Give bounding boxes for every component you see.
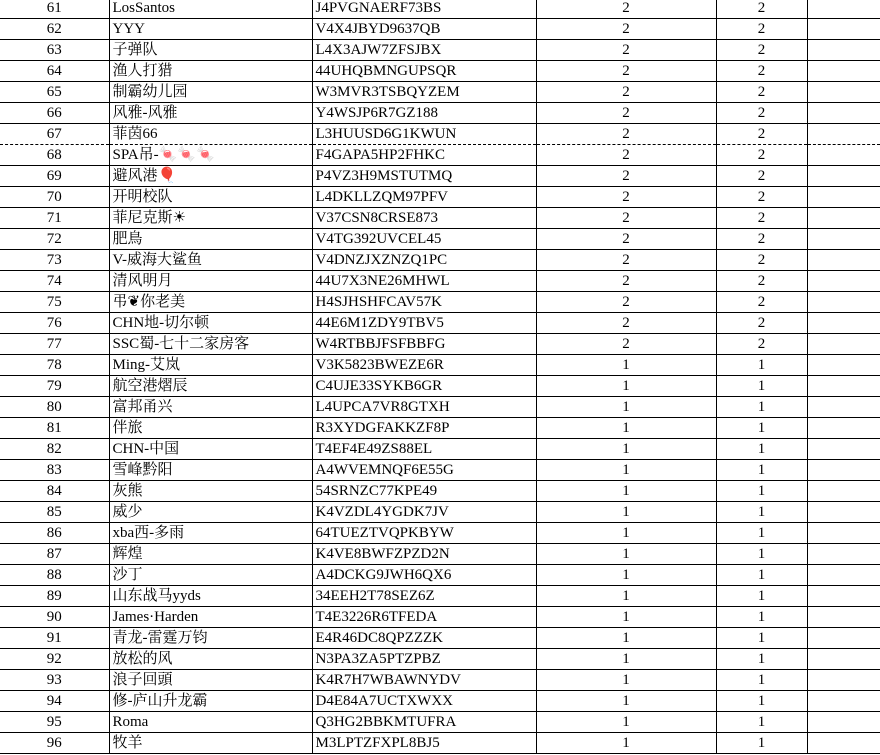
row-number-cell[interactable]: 76	[0, 313, 109, 334]
code-cell[interactable]: T4E3226R6TFEDA	[312, 607, 536, 628]
table-row	[0, 628, 880, 649]
team-name-cell[interactable]: 灰熊	[109, 481, 312, 502]
value-b-cell[interactable]: 1	[716, 355, 807, 376]
code-cell[interactable]: V4X4JBYD9637QB	[312, 19, 536, 40]
empty-cell[interactable]	[807, 418, 880, 439]
value-a-cell[interactable]: 1	[536, 523, 716, 544]
row-number-cell[interactable]: 72	[0, 229, 109, 250]
empty-cell[interactable]	[807, 586, 880, 607]
value-a-cell[interactable]: 1	[536, 502, 716, 523]
team-name-cell[interactable]: 弔❦你老美	[109, 292, 312, 313]
team-name-cell[interactable]: 菲茵66	[109, 124, 312, 145]
value-b-cell[interactable]: 1	[716, 376, 807, 397]
team-name-cell[interactable]: 开明校队	[109, 187, 312, 208]
value-a-cell[interactable]: 1	[536, 712, 716, 733]
table-row	[0, 481, 880, 502]
team-name-cell[interactable]: 菲尼克斯☀	[109, 208, 312, 229]
code-cell[interactable]: K4R7H7WBAWNYDV	[312, 670, 536, 691]
table-row	[0, 649, 880, 670]
table-row	[0, 0, 880, 19]
value-a-cell[interactable]: 1	[536, 355, 716, 376]
value-b-cell[interactable]: 2	[716, 208, 807, 229]
team-name-cell[interactable]: 山东战马yyds	[109, 586, 312, 607]
code-cell[interactable]: M3LPTZFXPL8BJ5	[312, 733, 536, 754]
empty-cell[interactable]	[807, 313, 880, 334]
value-a-cell[interactable]: 2	[536, 82, 716, 103]
value-b-cell[interactable]: 2	[716, 82, 807, 103]
value-b-cell[interactable]: 2	[716, 271, 807, 292]
row-number-cell[interactable]: 65	[0, 82, 109, 103]
empty-cell[interactable]	[807, 334, 880, 355]
empty-cell[interactable]	[807, 19, 880, 40]
row-number-cell[interactable]: 88	[0, 565, 109, 586]
row-number-cell[interactable]: 83	[0, 460, 109, 481]
table-row	[0, 313, 880, 334]
row-number-cell[interactable]: 91	[0, 628, 109, 649]
code-cell[interactable]: 44U7X3NE26MHWL	[312, 271, 536, 292]
value-b-cell[interactable]: 2	[716, 40, 807, 61]
empty-cell[interactable]	[807, 733, 880, 754]
value-a-cell[interactable]: 1	[536, 733, 716, 754]
empty-cell[interactable]	[807, 439, 880, 460]
table-row	[0, 229, 880, 250]
team-name-cell[interactable]: 浪子回頭	[109, 670, 312, 691]
value-b-cell[interactable]: 2	[716, 292, 807, 313]
table-row	[0, 502, 880, 523]
row-number-cell[interactable]: 70	[0, 187, 109, 208]
table-row	[0, 61, 880, 82]
value-a-cell[interactable]: 1	[536, 460, 716, 481]
empty-cell[interactable]	[807, 481, 880, 502]
code-cell[interactable]: W4RTBBJFSFBBFG	[312, 334, 536, 355]
team-name-cell[interactable]: James·Harden	[109, 607, 312, 628]
value-b-cell[interactable]: 1	[716, 628, 807, 649]
empty-cell[interactable]	[807, 40, 880, 61]
team-name-cell[interactable]: 航空港熠辰	[109, 376, 312, 397]
table-row	[0, 250, 880, 271]
value-b-cell[interactable]: 1	[716, 565, 807, 586]
value-a-cell[interactable]: 2	[536, 103, 716, 124]
row-number-cell[interactable]: 81	[0, 418, 109, 439]
empty-cell[interactable]	[807, 607, 880, 628]
value-a-cell[interactable]: 1	[536, 481, 716, 502]
row-number-cell[interactable]: 84	[0, 481, 109, 502]
empty-cell[interactable]	[807, 649, 880, 670]
team-name-cell[interactable]: LosSantos	[109, 0, 312, 19]
empty-cell[interactable]	[807, 376, 880, 397]
team-name-cell[interactable]: 制霸幼儿园	[109, 82, 312, 103]
team-name-cell[interactable]: 肥鳥	[109, 229, 312, 250]
row-number-cell[interactable]: 86	[0, 523, 109, 544]
value-b-cell[interactable]: 1	[716, 523, 807, 544]
table-row	[0, 187, 880, 208]
value-b-cell[interactable]: 2	[716, 187, 807, 208]
team-name-cell[interactable]: Roma	[109, 712, 312, 733]
table-row	[0, 397, 880, 418]
table-row	[0, 439, 880, 460]
code-cell[interactable]: V4TG392UVCEL45	[312, 229, 536, 250]
row-number-cell[interactable]: 71	[0, 208, 109, 229]
value-b-cell[interactable]: 1	[716, 460, 807, 481]
row-number-cell[interactable]: 94	[0, 691, 109, 712]
code-cell[interactable]: Y4WSJP6R7GZ188	[312, 103, 536, 124]
value-a-cell[interactable]: 1	[536, 376, 716, 397]
code-cell[interactable]: V4DNZJXZNZQ1PC	[312, 250, 536, 271]
empty-cell[interactable]	[807, 565, 880, 586]
team-name-cell[interactable]: SPA吊-🍬🍬🍬	[109, 145, 312, 166]
code-cell[interactable]: N3PA3ZA5PTZPBZ	[312, 649, 536, 670]
value-a-cell[interactable]: 2	[536, 313, 716, 334]
row-number-cell[interactable]: 89	[0, 586, 109, 607]
code-cell[interactable]: A4WVEMNQF6E55G	[312, 460, 536, 481]
row-number-cell[interactable]: 85	[0, 502, 109, 523]
team-name-cell[interactable]: 风雅-风雅	[109, 103, 312, 124]
empty-cell[interactable]	[807, 103, 880, 124]
value-b-cell[interactable]: 1	[716, 733, 807, 754]
value-a-cell[interactable]: 1	[536, 691, 716, 712]
table-row	[0, 355, 880, 376]
table-row	[0, 19, 880, 40]
value-a-cell[interactable]: 2	[536, 334, 716, 355]
value-b-cell[interactable]: 2	[716, 334, 807, 355]
value-b-cell[interactable]: 1	[716, 586, 807, 607]
team-name-cell[interactable]: 修-庐山升龙霸	[109, 691, 312, 712]
team-name-cell[interactable]: 青龙-雷霆万钧	[109, 628, 312, 649]
table-row	[0, 586, 880, 607]
value-a-cell[interactable]: 2	[536, 208, 716, 229]
value-a-cell[interactable]: 2	[536, 145, 716, 166]
team-name-cell[interactable]: SSC蜀-七十二家房客	[109, 334, 312, 355]
code-cell[interactable]: F4GAPA5HP2FHKC	[312, 145, 536, 166]
value-b-cell[interactable]: 2	[716, 0, 807, 19]
value-a-cell[interactable]: 1	[536, 586, 716, 607]
code-cell[interactable]: C4UJE33SYKB6GR	[312, 376, 536, 397]
value-a-cell[interactable]: 2	[536, 19, 716, 40]
table-row	[0, 733, 880, 754]
row-number-cell[interactable]: 73	[0, 250, 109, 271]
code-cell[interactable]: 44E6M1ZDY9TBV5	[312, 313, 536, 334]
code-cell[interactable]: H4SJHSHFCAV57K	[312, 292, 536, 313]
code-cell[interactable]: D4E84A7UCTXWXX	[312, 691, 536, 712]
row-number-cell[interactable]: 68	[0, 145, 109, 166]
code-cell[interactable]: V37CSN8CRSE873	[312, 208, 536, 229]
table-row	[0, 670, 880, 691]
row-number-cell[interactable]: 77	[0, 334, 109, 355]
code-cell[interactable]: E4R46DC8QPZZZK	[312, 628, 536, 649]
value-a-cell[interactable]: 1	[536, 565, 716, 586]
value-b-cell[interactable]: 1	[716, 670, 807, 691]
value-b-cell[interactable]: 2	[716, 124, 807, 145]
team-name-cell[interactable]: 沙丁	[109, 565, 312, 586]
value-b-cell[interactable]: 2	[716, 19, 807, 40]
table-row	[0, 544, 880, 565]
code-cell[interactable]: V3K5823BWEZE6R	[312, 355, 536, 376]
team-name-cell[interactable]: 威少	[109, 502, 312, 523]
code-cell[interactable]: 64TUEZTVQPKBYW	[312, 523, 536, 544]
code-cell[interactable]: L4UPCA7VR8GTXH	[312, 397, 536, 418]
team-name-cell[interactable]: 辉煌	[109, 544, 312, 565]
row-number-cell[interactable]: 66	[0, 103, 109, 124]
code-cell[interactable]: A4DCKG9JWH6QX6	[312, 565, 536, 586]
code-cell[interactable]: R3XYDGFAKKZF8P	[312, 418, 536, 439]
value-b-cell[interactable]: 1	[716, 439, 807, 460]
value-a-cell[interactable]: 2	[536, 292, 716, 313]
value-b-cell[interactable]: 2	[716, 229, 807, 250]
table-row	[0, 82, 880, 103]
table-row	[0, 565, 880, 586]
row-number-cell[interactable]: 69	[0, 166, 109, 187]
table-row	[0, 712, 880, 733]
empty-cell[interactable]	[807, 712, 880, 733]
code-cell[interactable]: 34EEH2T78SEZ6Z	[312, 586, 536, 607]
empty-cell[interactable]	[807, 271, 880, 292]
table-row	[0, 145, 880, 166]
value-b-cell[interactable]: 1	[716, 481, 807, 502]
empty-cell[interactable]	[807, 208, 880, 229]
value-b-cell[interactable]: 2	[716, 103, 807, 124]
empty-cell[interactable]	[807, 166, 880, 187]
code-cell[interactable]: K4VZDL4YGDK7JV	[312, 502, 536, 523]
empty-cell[interactable]	[807, 229, 880, 250]
value-a-cell[interactable]: 1	[536, 649, 716, 670]
table-row	[0, 292, 880, 313]
value-a-cell[interactable]: 2	[536, 40, 716, 61]
empty-cell[interactable]	[807, 628, 880, 649]
row-number-cell[interactable]: 87	[0, 544, 109, 565]
code-cell[interactable]: 54SRNZC77KPE49	[312, 481, 536, 502]
value-b-cell[interactable]: 2	[716, 313, 807, 334]
table-row	[0, 691, 880, 712]
row-number-cell[interactable]: 90	[0, 607, 109, 628]
row-number-cell[interactable]: 95	[0, 712, 109, 733]
team-name-cell[interactable]: Ming-艾岚	[109, 355, 312, 376]
value-a-cell[interactable]: 2	[536, 166, 716, 187]
team-name-cell[interactable]: 清风明月	[109, 271, 312, 292]
team-name-cell[interactable]: 放松的风	[109, 649, 312, 670]
team-name-cell[interactable]: 子弹队	[109, 40, 312, 61]
table-row	[0, 271, 880, 292]
empty-cell[interactable]	[807, 187, 880, 208]
empty-cell[interactable]	[807, 355, 880, 376]
table-row	[0, 124, 880, 145]
empty-cell[interactable]	[807, 145, 880, 166]
row-number-cell[interactable]: 82	[0, 439, 109, 460]
table-row	[0, 166, 880, 187]
team-name-cell[interactable]: 牧羊	[109, 733, 312, 754]
row-number-cell[interactable]: 80	[0, 397, 109, 418]
empty-cell[interactable]	[807, 82, 880, 103]
value-a-cell[interactable]: 1	[536, 607, 716, 628]
code-cell[interactable]: J4PVGNAERF73BS	[312, 0, 536, 19]
team-name-cell[interactable]: 避风港🎈	[109, 166, 312, 187]
row-number-cell[interactable]: 62	[0, 19, 109, 40]
value-b-cell[interactable]: 2	[716, 61, 807, 82]
value-a-cell[interactable]: 2	[536, 250, 716, 271]
value-a-cell[interactable]: 1	[536, 544, 716, 565]
value-a-cell[interactable]: 1	[536, 439, 716, 460]
value-b-cell[interactable]: 1	[716, 712, 807, 733]
empty-cell[interactable]	[807, 670, 880, 691]
value-b-cell[interactable]: 1	[716, 649, 807, 670]
table-row	[0, 523, 880, 544]
empty-cell[interactable]	[807, 691, 880, 712]
code-cell[interactable]: Q3HG2BBKMTUFRA	[312, 712, 536, 733]
empty-cell[interactable]	[807, 61, 880, 82]
row-number-cell[interactable]: 75	[0, 292, 109, 313]
team-name-cell[interactable]: 渔人打猎	[109, 61, 312, 82]
table-row	[0, 607, 880, 628]
row-number-cell[interactable]: 64	[0, 61, 109, 82]
table-row	[0, 103, 880, 124]
team-name-cell[interactable]: 伴旅	[109, 418, 312, 439]
row-number-cell[interactable]: 79	[0, 376, 109, 397]
empty-cell[interactable]	[807, 124, 880, 145]
empty-cell[interactable]	[807, 460, 880, 481]
team-name-cell[interactable]: YYY	[109, 19, 312, 40]
empty-cell[interactable]	[807, 397, 880, 418]
value-a-cell[interactable]: 1	[536, 418, 716, 439]
value-b-cell[interactable]: 1	[716, 397, 807, 418]
value-b-cell[interactable]: 1	[716, 418, 807, 439]
table-row	[0, 208, 880, 229]
value-b-cell[interactable]: 2	[716, 166, 807, 187]
code-cell[interactable]: L4X3AJW7ZFSJBX	[312, 40, 536, 61]
empty-cell[interactable]	[807, 250, 880, 271]
team-name-cell[interactable]: CHN-中国	[109, 439, 312, 460]
table-row	[0, 334, 880, 355]
value-a-cell[interactable]: 1	[536, 397, 716, 418]
empty-cell[interactable]	[807, 0, 880, 19]
value-a-cell[interactable]: 1	[536, 628, 716, 649]
team-name-cell[interactable]: V-威海大鲨鱼	[109, 250, 312, 271]
team-name-cell[interactable]: xba西-多雨	[109, 523, 312, 544]
value-a-cell[interactable]: 2	[536, 61, 716, 82]
row-number-cell[interactable]: 93	[0, 670, 109, 691]
row-number-cell[interactable]: 63	[0, 40, 109, 61]
team-name-cell[interactable]: 雪峰黔阳	[109, 460, 312, 481]
value-a-cell[interactable]: 2	[536, 187, 716, 208]
value-b-cell[interactable]: 1	[716, 607, 807, 628]
code-cell[interactable]: 44UHQBMNGUPSQR	[312, 61, 536, 82]
value-b-cell[interactable]: 1	[716, 691, 807, 712]
code-cell[interactable]: P4VZ3H9MSTUTMQ	[312, 166, 536, 187]
value-b-cell[interactable]: 2	[716, 145, 807, 166]
code-cell[interactable]: T4EF4E49ZS88EL	[312, 439, 536, 460]
empty-cell[interactable]	[807, 292, 880, 313]
value-b-cell[interactable]: 2	[716, 250, 807, 271]
table-row	[0, 376, 880, 397]
code-cell[interactable]: W3MVR3TSBQYZEM	[312, 82, 536, 103]
team-name-cell[interactable]: CHN地-切尔顿	[109, 313, 312, 334]
table-row	[0, 418, 880, 439]
value-a-cell[interactable]: 2	[536, 124, 716, 145]
empty-cell[interactable]	[807, 502, 880, 523]
value-a-cell[interactable]: 1	[536, 670, 716, 691]
table-row	[0, 40, 880, 61]
value-b-cell[interactable]: 1	[716, 502, 807, 523]
team-name-cell[interactable]: 富邦甬兴	[109, 397, 312, 418]
row-number-cell[interactable]: 67	[0, 124, 109, 145]
table-row	[0, 460, 880, 481]
empty-cell[interactable]	[807, 523, 880, 544]
row-number-cell[interactable]: 96	[0, 733, 109, 754]
row-number-cell[interactable]: 92	[0, 649, 109, 670]
value-b-cell[interactable]: 1	[716, 544, 807, 565]
value-a-cell[interactable]: 2	[536, 0, 716, 19]
code-cell[interactable]: K4VE8BWFZPZD2N	[312, 544, 536, 565]
code-cell[interactable]: L3HUUSD6G1KWUN	[312, 124, 536, 145]
value-a-cell[interactable]: 2	[536, 271, 716, 292]
row-number-cell[interactable]: 61	[0, 0, 109, 19]
row-number-cell[interactable]: 74	[0, 271, 109, 292]
row-number-cell[interactable]: 78	[0, 355, 109, 376]
code-cell[interactable]: L4DKLLZQM97PFV	[312, 187, 536, 208]
empty-cell[interactable]	[807, 544, 880, 565]
value-a-cell[interactable]: 2	[536, 229, 716, 250]
